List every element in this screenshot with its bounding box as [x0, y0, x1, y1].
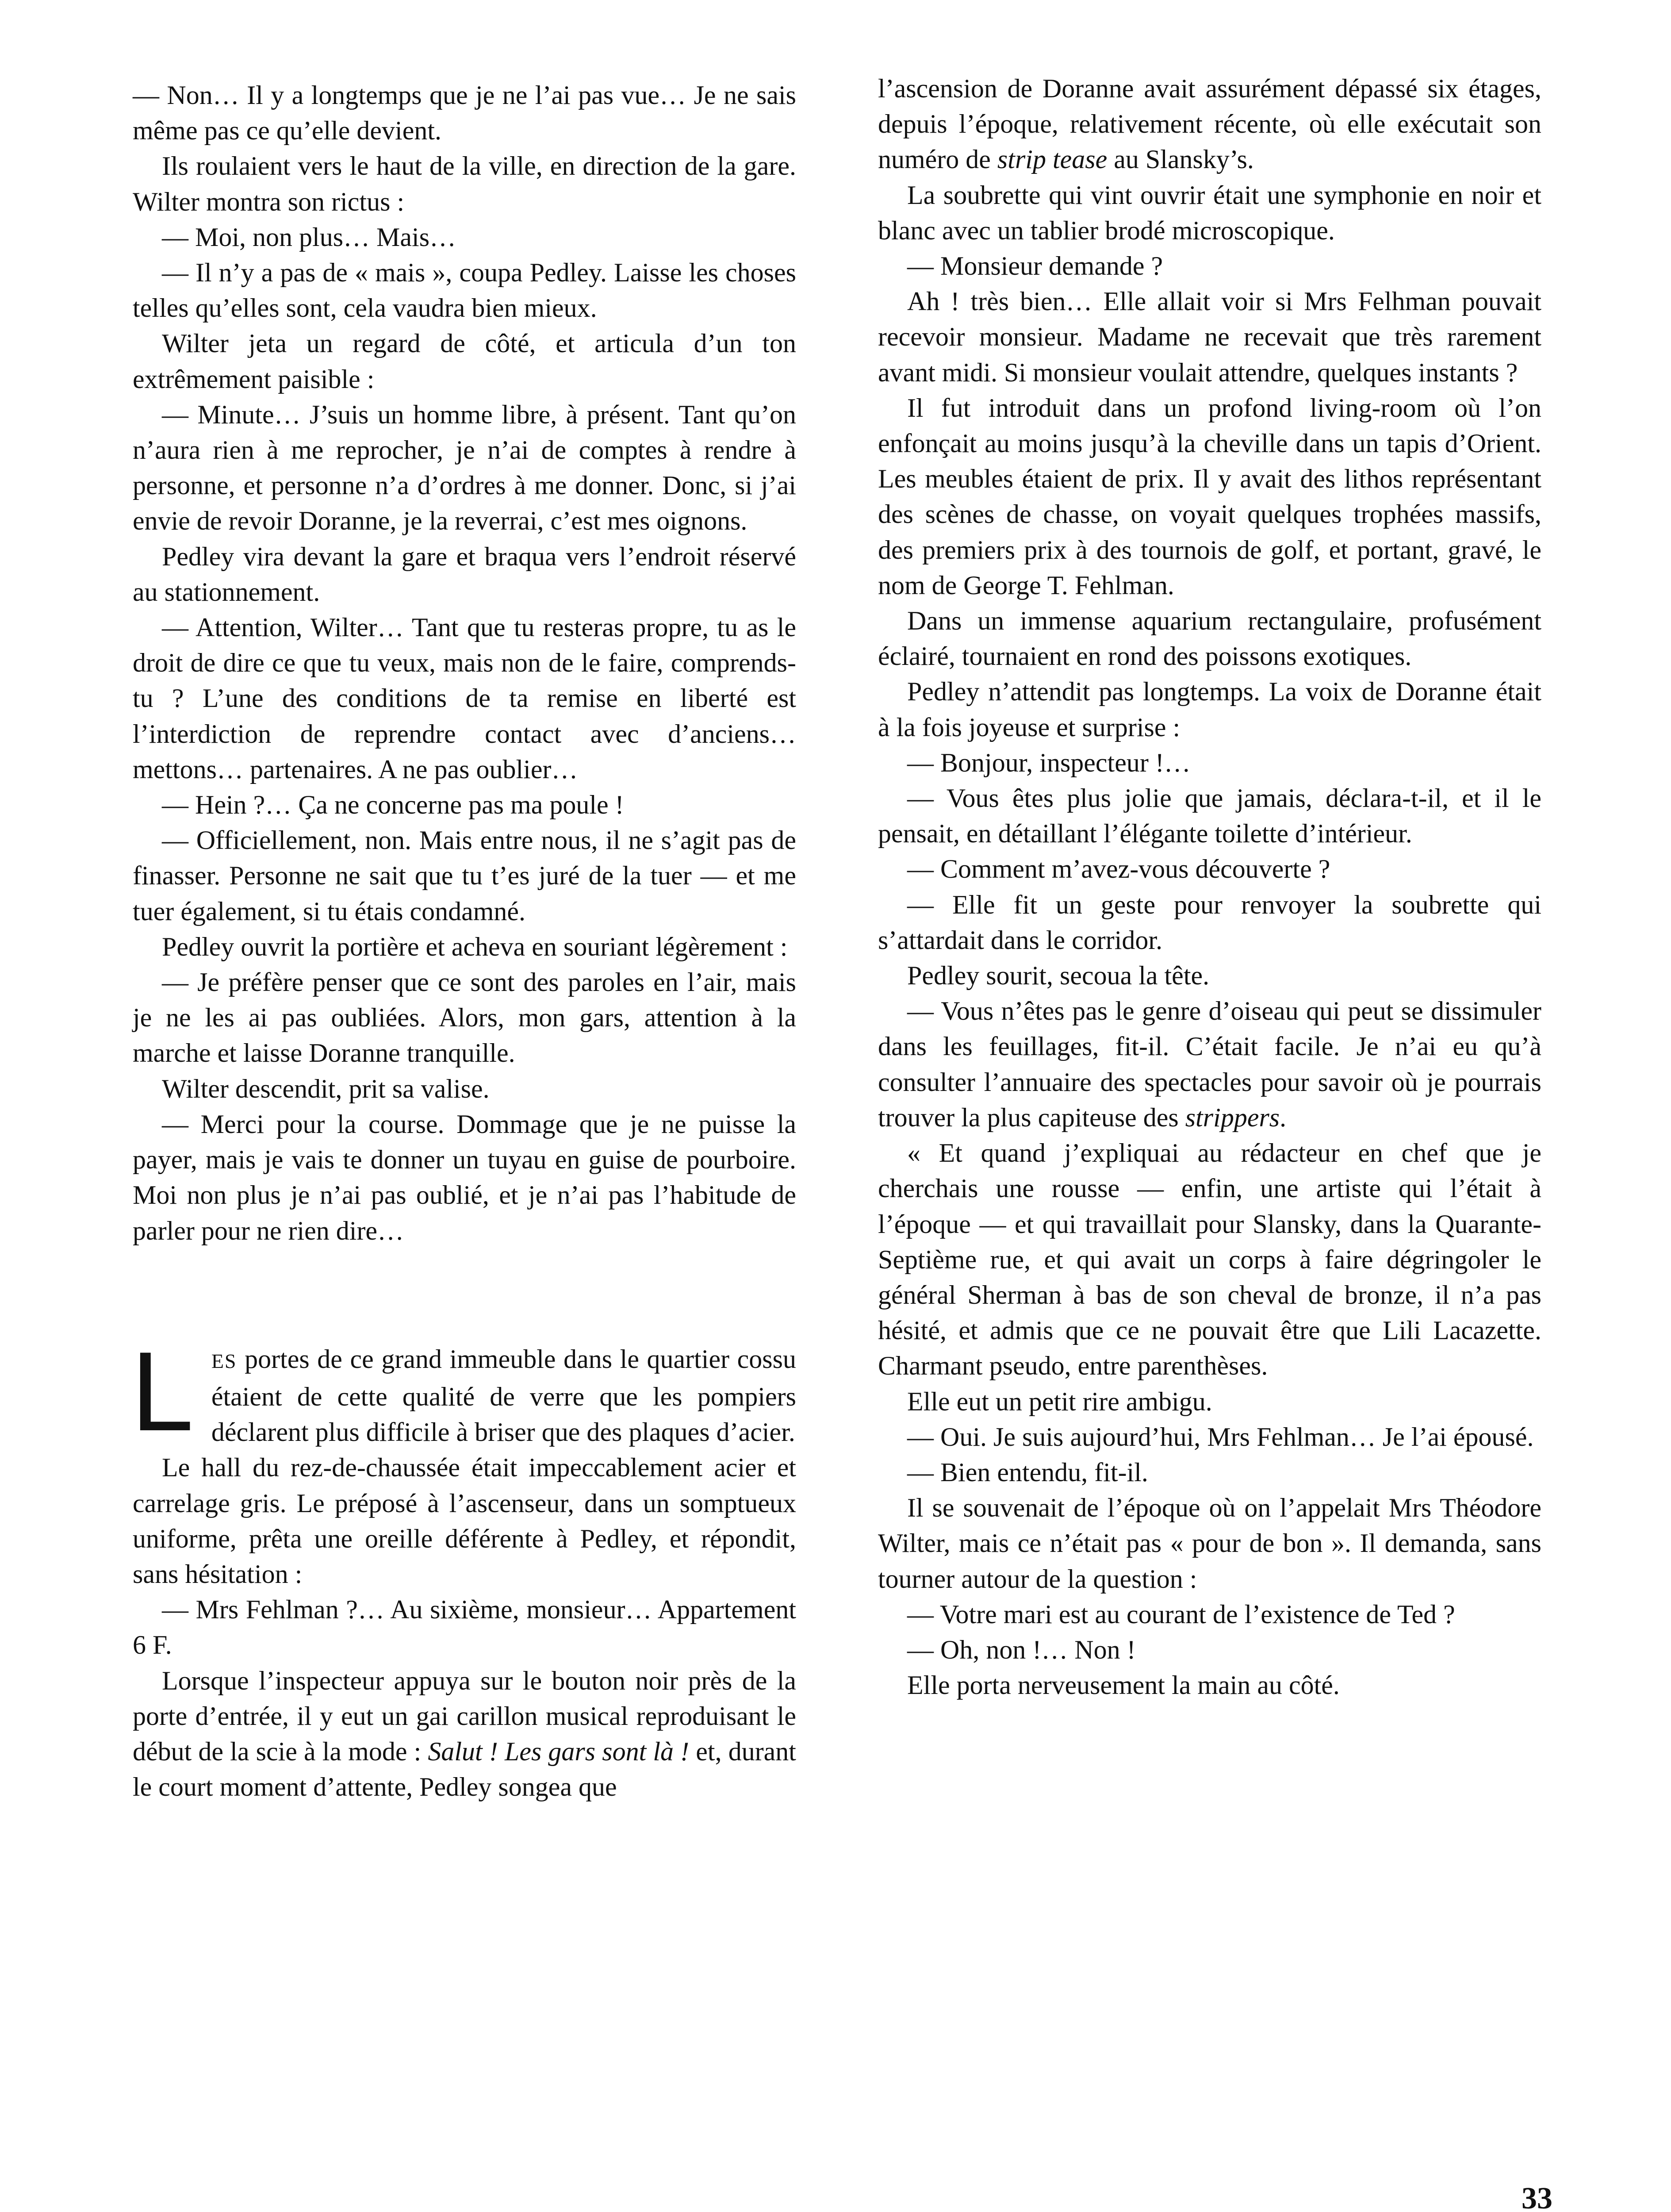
paragraph: — Comment m’avez-vous découverte ?	[907, 854, 1330, 884]
paragraph: — Mrs Fehlman ?… Au sixième, monsieur… Appartement 6 F.	[133, 1595, 796, 1660]
drop-cap: L	[131, 1328, 194, 1455]
paragraph: — Officiellement, non. Mais entre nous, il ne s’agit pas de finasser. Personne ne sait que tu t’es juré de la tuer — et me tuer également, si tu étais condamné.	[133, 826, 796, 926]
paragraph: — Moi, non plus… Mais…	[162, 222, 456, 252]
song-title: Salut ! Les gars sont là !	[428, 1736, 690, 1766]
paragraph	[878, 71, 1541, 177]
paragraph: — Bien entendu, fit-il.	[907, 1457, 1148, 1487]
paragraph	[133, 1663, 796, 1805]
paragraph: — Attention, Wilter… Tant que tu resteras propre, tu as le droit de dire ce que tu veux, mais non de le faire, comprends-tu ? L’une des conditions de ta remise en liberté est l’interdiction de reprendre contact avec d’anciens… mettons… partenaires. A ne pas oublier…	[133, 613, 796, 784]
paragraph: Wilter jeta un regard de côté, et articula d’un ton extrêmement paisible :	[133, 329, 796, 394]
paragraph: Ah ! très bien… Elle allait voir si Mrs Felhman pouvait recevoir monsieur. Madame ne recevait que très rarement avant midi. Si monsieur voulait attendre, quelques instants ?	[878, 287, 1541, 387]
paragraph-text: Lorsque l’inspecteur appuya sur le bouton noir près de la porte d’entrée, il y eut un gai carillon musical reproduisant le début de la scie à la mode :	[133, 1666, 796, 1766]
paragraph: — Elle fit un geste pour renvoyer la soubrette qui s’attardait dans le corridor.	[878, 890, 1541, 955]
paragraph-text: portes de ce grand immeuble dans le quartier cossu étaient de cette qualité de verre que les pompiers déclarent plus difficile à briser que des plaques d’acier.	[211, 1344, 796, 1447]
paragraph: — Hein ?… Ça ne concerne pas ma poule !	[162, 790, 624, 820]
paragraph: Wilter descendit, prit sa valise.	[162, 1074, 490, 1103]
paragraph: La soubrette qui vint ouvrir était une symphonie en noir et blanc avec un tablier brodé microscopique.	[878, 180, 1541, 245]
paragraph: — Minute… J’suis un homme libre, à présent. Tant qu’on n’aura rien à me reprocher, je n’ai de comptes à rendre à personne, et personne n’a d’ordres à me donner. Donc, si j’ai envie de revoir Doranne, je la reverrai, c’est mes oignons.	[133, 399, 796, 536]
paragraph-text: et, durant le court moment d’attente, Pedley songea que	[133, 1736, 796, 1802]
paragraph: — Oh, non !… Non !	[907, 1635, 1136, 1664]
paragraph: « Et quand j’expliquai au rédacteur en chef que je cherchais une rousse — enfin, une artiste qui l’était à l’époque — et qui travaillait pour Slansky, dans la Quarante-Septième rue, et qui avait un corps à faire dégringoler le général Sherman à bas de son cheval de bronze, il n’a pas hésité, et admis que ce ne pouvait être que Lili Lacazette. Charmant pseudo, entre parenthèses.	[878, 1138, 1541, 1381]
paragraph-text: .	[1280, 1102, 1287, 1132]
paragraph-text: — Vous n’êtes pas le genre d’oiseau qui peut se dissimuler dans les feuillages, fit-il. C’était facile. Je n’ai eu qu’à consulter l’annuaire des spectacles pour savoir où je pourrais trouver la plus capiteuse des	[878, 996, 1541, 1132]
paragraph	[878, 993, 1541, 1135]
paragraph: Ils roulaient vers le haut de la ville, en direction de la gare. Wilter montra son rictus :	[133, 151, 796, 216]
paragraph: — Votre mari est au courant de l’existence de Ted ?	[907, 1599, 1455, 1629]
paragraph: Pedley vira devant la gare et braqua vers l’endroit réservé au stationnement.	[133, 541, 796, 607]
paragraph: Elle eut un petit rire ambigu.	[907, 1386, 1212, 1416]
paragraph: — Je préfère penser que ce sont des paroles en l’air, mais je ne les ai pas oubliées. Alors, mon gars, attention à la marche et laisse Doranne tranquille.	[133, 968, 796, 1068]
paragraph: Pedley ouvrit la portière et acheva en souriant légèrement :	[162, 932, 788, 961]
paragraph: — Merci pour la course. Dommage que je ne puisse la payer, mais je vais te donner un tuyau en guise de pourboire. Moi non plus je n’ai pas oublié, et je n’ai pas l’habitude de parler pour ne rien dire…	[133, 1109, 796, 1245]
paragraph: Pedley n’attendit pas longtemps. La voix de Doranne était à la fois joyeuse et surprise :	[878, 677, 1541, 742]
paragraph: Le hall du rez-de-chaussée était impeccablement acier et carrelage gris. Le préposé à l’ascenseur, dans un somptueux uniforme, prêta une oreille déférente à Pedley, et répondit, sans hésitation :	[133, 1453, 796, 1589]
right-column	[878, 71, 1541, 1703]
paragraph: — Bonjour, inspecteur !…	[907, 748, 1191, 777]
paragraph-text: au Slansky’s.	[1107, 145, 1254, 174]
paragraph: — Non… Il y a longtemps que je ne l’ai pas vue… Je ne sais même pas ce qu’elle devient.	[133, 81, 796, 146]
paragraph: Il se souvenait de l’époque où on l’appelait Mrs Théodore Wilter, mais ce n’était pas « pour de bon ». Il demanda, sans tourner autour de la question :	[878, 1493, 1541, 1594]
italic-term: strippers	[1185, 1102, 1280, 1132]
paragraph: Dans un immense aquarium rectangulaire, profusément éclairé, tournaient en rond des poissons exotiques.	[878, 606, 1541, 671]
paragraph: Elle porta nerveusement la main au côté.	[907, 1671, 1340, 1700]
small-caps-lead: ES	[211, 1349, 237, 1372]
left-column	[133, 77, 796, 1805]
section-opening-paragraph	[131, 1328, 796, 1455]
paragraph: — Monsieur demande ?	[907, 251, 1163, 281]
page-number: 33	[1522, 2181, 1552, 2212]
paragraph: — Vous êtes plus jolie que jamais, déclara-t-il, et il le pensait, en détaillant l’élégante toilette d’intérieur.	[878, 783, 1541, 849]
paragraph: Pedley sourit, secoua la tête.	[907, 961, 1210, 991]
paragraph-text: l’ascension de Doranne avait assurément dépassé six étages, depuis l’époque, relativement récente, où elle exécutait son numéro de	[878, 74, 1541, 174]
italic-term: strip tease	[997, 145, 1108, 174]
paragraph: — Il n’y a pas de « mais », coupa Pedley. Laisse les choses telles qu’elles sont, cela vaudra bien mieux.	[133, 258, 796, 323]
paragraph: — Oui. Je suis aujourd’hui, Mrs Fehlman… Je l’ai épousé.	[907, 1422, 1534, 1452]
paragraph: Il fut introduit dans un profond living-room où l’on enfonçait au moins jusqu’à la cheville dans un tapis d’Orient. Les meubles étaient de prix. Il y avait des lithos représentant des scènes de chasse, on voyait quelques trophées massifs, des premiers prix à des tournois de golf, et portant, gravé, le nom de George T. Fehlman.	[878, 393, 1541, 600]
